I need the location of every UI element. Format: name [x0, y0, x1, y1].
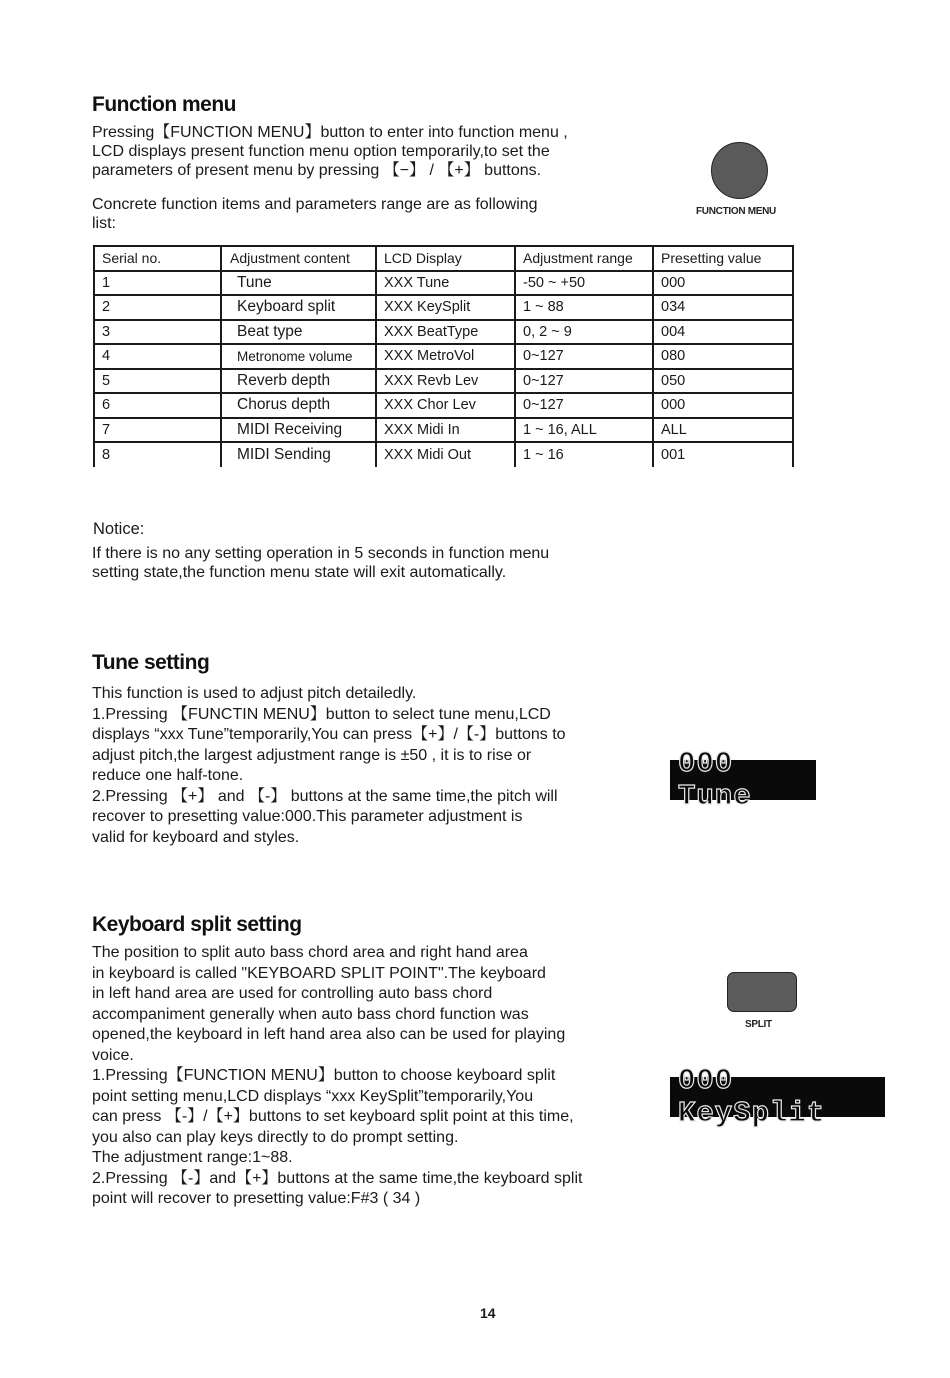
table-cell: 001 — [653, 442, 793, 467]
table-row — [94, 442, 793, 467]
table-row — [94, 271, 793, 296]
table-header-row — [94, 246, 793, 271]
table-cell: 3 — [94, 320, 221, 345]
table-cell: 000 — [653, 271, 793, 296]
column-header: Adjustment content — [221, 246, 376, 271]
function-items-table — [93, 245, 794, 467]
table-cell: XXX Midi Out — [376, 442, 515, 467]
table-cell: 1 ~ 16 — [515, 442, 653, 467]
table-cell: 000 — [653, 393, 793, 418]
notice-text: If there is no any setting operation in 5 seconds in function menu setting state,the function menu state will exit automatically. — [92, 545, 550, 581]
table-cell: XXX MetroVol — [376, 344, 515, 369]
table-cell: 0~127 — [515, 393, 653, 418]
column-header: Presetting value — [653, 246, 793, 271]
function-menu-button-illustration — [711, 142, 768, 199]
tune-lcd-display: 000 Tune — [670, 760, 816, 800]
table-cell: 034 — [653, 295, 793, 320]
split-button-illustration — [727, 972, 797, 1012]
table-cell: MIDI Receiving — [221, 418, 376, 443]
table-cell: 1 ~ 16, ALL — [515, 418, 653, 443]
keyboard-split-heading: Keyboard split setting — [92, 913, 302, 936]
table-cell: XXX Chor Lev — [376, 393, 515, 418]
table-cell: ALL — [653, 418, 793, 443]
function-menu-intro: Pressing【FUNCTION MENU】button to enter into function menu , LCD displays present function menu option temporarily,to set the parameters of present menu by pressing 【−】 / 【+】 buttons. — [92, 124, 568, 179]
table-cell: MIDI Sending — [221, 442, 376, 467]
table-cell: Keyboard split — [221, 295, 376, 320]
keyboard-split-body: The position to split auto bass chord area and right hand area in keyboard is called "KEYBOARD SPLIT POINT".The keyboard in left hand area are used for controlling auto bass chord accompaniment generally when auto bass chord function was opened,the keyboard in left hand area also can be used for playing voice. 1.Pressing【FUNCTION MENU】button to choose keyboard split point setting menu,LCD displays “xxx KeySplit”temporarily,You can press 【-】/【+】buttons to set keyboard split point at this time, you also can play keys directly to do prompt setting. The adjustment range:1~88. 2.Pressing 【-】and【+】buttons at the same time,the keyboard split point will recover to presetting value:F#3 ( 34 ) — [92, 944, 583, 1207]
table-cell: Tune — [221, 271, 376, 296]
table-cell: 2 — [94, 295, 221, 320]
notice-title: Notice: — [93, 520, 145, 538]
table-row — [94, 369, 793, 394]
table-row — [94, 393, 793, 418]
table-row — [94, 295, 793, 320]
table-row — [94, 320, 793, 345]
table-cell: 7 — [94, 418, 221, 443]
table-cell: Beat type — [221, 320, 376, 345]
table-cell: XXX Midi In — [376, 418, 515, 443]
tune-setting-heading: Tune setting — [92, 651, 210, 674]
table-cell: 0~127 — [515, 344, 653, 369]
column-header: Serial no. — [94, 246, 221, 271]
page-number: 14 — [480, 1305, 496, 1321]
keysplit-lcd-display: 000 KeySplit — [670, 1077, 885, 1117]
table-cell: 5 — [94, 369, 221, 394]
table-cell: 0~127 — [515, 369, 653, 394]
table-cell: XXX Revb Lev — [376, 369, 515, 394]
table-cell: XXX Tune — [376, 271, 515, 296]
table-cell: Metronome volume — [221, 344, 376, 369]
table-cell: 0, 2 ~ 9 — [515, 320, 653, 345]
table-row — [94, 344, 793, 369]
table-cell: -50 ~ +50 — [515, 271, 653, 296]
table-cell: Reverb depth — [221, 369, 376, 394]
table-cell: XXX KeySplit — [376, 295, 515, 320]
table-cell: 1 ~ 88 — [515, 295, 653, 320]
table-cell: 1 — [94, 271, 221, 296]
split-button-label: SPLIT — [745, 1019, 772, 1030]
column-header: LCD Display — [376, 246, 515, 271]
table-cell: 6 — [94, 393, 221, 418]
table-cell: 004 — [653, 320, 793, 345]
function-menu-heading: Function menu — [92, 93, 236, 116]
function-list-intro: Concrete function items and parameters range are as following list: — [92, 196, 538, 232]
table-cell: XXX BeatType — [376, 320, 515, 345]
column-header: Adjustment range — [515, 246, 653, 271]
table-cell: 080 — [653, 344, 793, 369]
table-row — [94, 418, 793, 443]
table-cell: 4 — [94, 344, 221, 369]
tune-setting-body: This function is used to adjust pitch detailedly. 1.Pressing 【FUNCTIN MENU】button to select tune menu,LCD displays “xxx Tune”temporarily,You can press【+】/【-】buttons to adjust pitch,the largest adjustment range is ±50 , it is to rise or reduce one half-tone. 2.Pressing 【+】 and 【-】 buttons at the same time,the pitch will recover to presetting value:000.This parameter adjustment is valid for keyboard and styles. — [92, 685, 566, 846]
table-cell: 8 — [94, 442, 221, 467]
table-cell: Chorus depth — [221, 393, 376, 418]
table-cell: 050 — [653, 369, 793, 394]
function-menu-button-label: FUNCTION MENU — [696, 206, 776, 217]
